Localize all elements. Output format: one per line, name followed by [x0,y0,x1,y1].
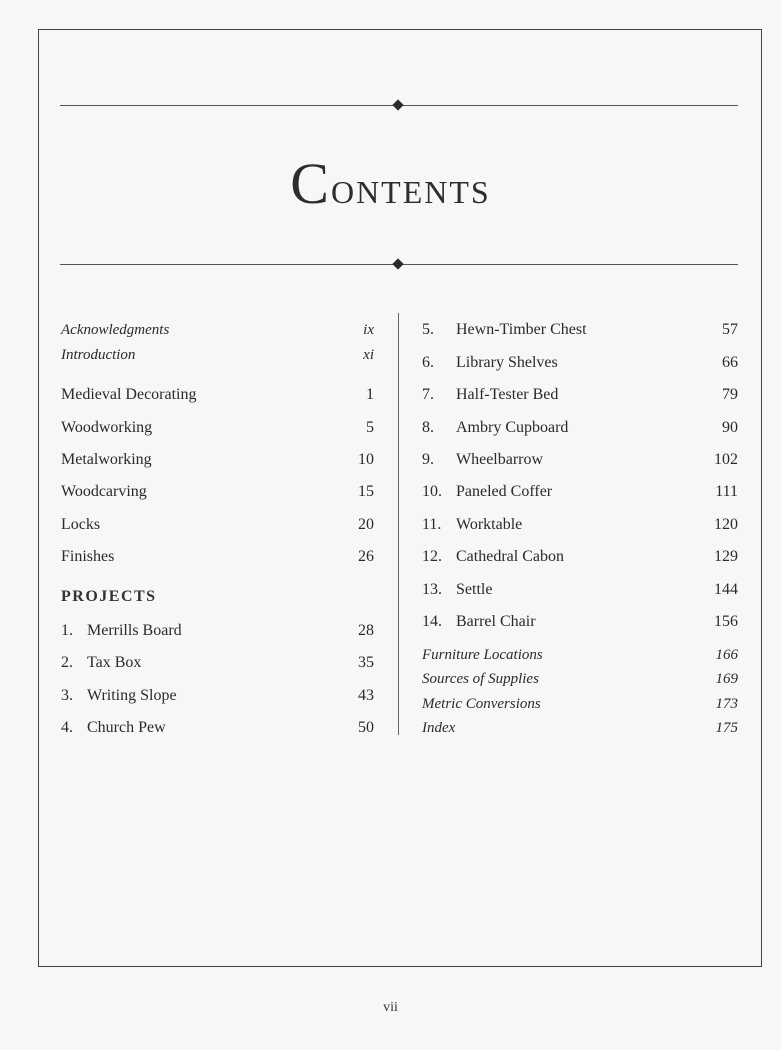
toc-entry-page: 111 [715,483,738,500]
toc-entry-label: Tax Box [87,654,142,671]
toc-entry-label: Church Pew [87,719,166,736]
project-number: 10. [422,483,442,500]
toc-entry-page: 120 [714,516,738,533]
projects-heading: PROJECTS [61,588,157,605]
toc-entry-page: 169 [715,671,738,687]
toc-entry-page: 10 [358,451,374,468]
toc-entry-page: 90 [722,419,738,436]
project-number: 3. [61,687,73,704]
toc-entry-label: Woodcarving [61,483,147,500]
toc-entry-label: Locks [61,516,101,533]
toc-entry-label: Merrills Board [87,622,182,639]
toc-entry-label: Metric Conversions [422,696,541,712]
page-number: vii [383,1000,398,1015]
toc-entry-page: 129 [714,548,738,565]
toc-entry-label: Paneled Coffer [456,483,553,500]
toc-entry-page: 26 [358,548,374,565]
toc-entry-page: 50 [358,719,374,736]
toc-entry-label: Ambry Cupboard [456,419,569,436]
toc-entry-page: 102 [714,451,738,468]
toc-entry-label: Index [422,720,456,736]
toc-entry-label: Cathedral Cabon [456,548,564,565]
toc-entry-label: Worktable [456,516,523,533]
project-number: 6. [422,354,434,371]
toc-entry-page: 15 [358,483,374,500]
toc-entry-label: Furniture Locations [422,647,543,663]
toc-entry-label: Sources of Supplies [422,671,539,687]
project-number: 9. [422,451,434,468]
project-number: 5. [422,321,434,338]
toc-entry-label: Finishes [61,548,115,565]
toc-entry-page: 28 [358,622,374,639]
toc-entry-label: Metalworking [61,451,152,468]
toc-entry-page: 43 [358,687,374,704]
toc-entry-page: 5 [366,419,374,436]
toc-entry-label: Wheelbarrow [456,451,544,468]
toc-entry-page: ix [363,322,374,338]
project-number: 1. [61,622,73,639]
title-initial: C [290,151,331,216]
project-number: 7. [422,386,434,403]
toc-entry-label: Hewn-Timber Chest [456,321,587,338]
toc-entry-page: 144 [714,581,738,598]
toc-entry-page: 173 [715,696,738,712]
toc-entry-label: Library Shelves [456,354,558,371]
toc-entry-page: 20 [358,516,374,533]
toc-entry-label: Medieval Decorating [61,386,197,403]
project-number: 14. [422,613,442,630]
toc-entry-label: Settle [456,581,493,598]
toc-entry-page: 1 [366,386,374,403]
toc-entry-label: Half-Tester Bed [456,386,559,403]
page-title [0,150,781,217]
toc-entry-page: 66 [722,354,738,371]
column-divider [398,313,399,735]
project-number: 13. [422,581,442,598]
toc-entry-page: 175 [715,720,738,736]
toc-entry-label: Introduction [61,347,136,363]
project-number: 8. [422,419,434,436]
toc-entry-page: 166 [715,647,738,663]
project-number: 4. [61,719,73,736]
toc-entry-page: 35 [358,654,374,671]
toc-entry-label: Woodworking [61,419,153,436]
project-number: 2. [61,654,73,671]
toc-entry-label: Barrel Chair [456,613,536,630]
project-number: 11. [422,516,442,533]
toc-entry-page: xi [363,347,374,363]
toc-entry-label: Writing Slope [87,687,177,704]
toc-entry-page: 79 [722,386,738,403]
toc-entry-page: 57 [722,321,738,338]
toc-entry-page: 156 [714,613,738,630]
toc-entry-label: Acknowledgments [61,322,170,338]
project-number: 12. [422,548,442,565]
title-rest: ontents [330,162,491,213]
